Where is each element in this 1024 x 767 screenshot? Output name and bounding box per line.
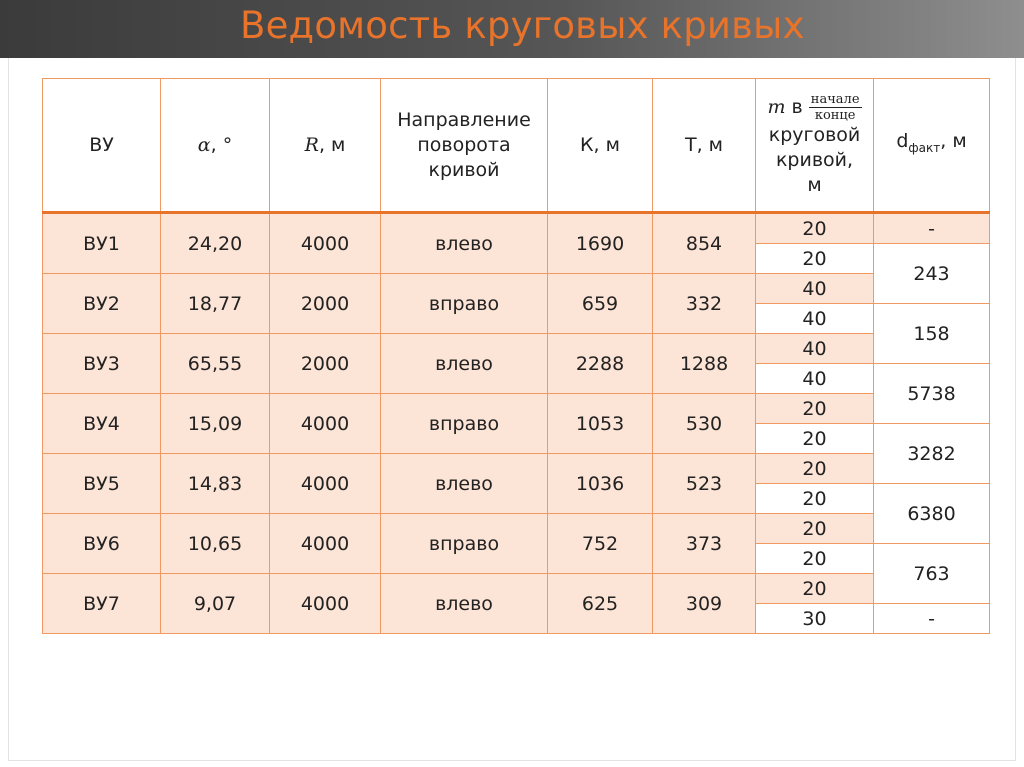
header-m: m в $\frac{\text{начале}}{\text{конце}}$ круговой кривой, м [756, 79, 874, 213]
table-row [43, 514, 990, 544]
header-alpha: α, ° [161, 79, 270, 213]
cell-m-start: 40 [756, 274, 874, 304]
cell-d-fact: 158 [874, 304, 990, 364]
m-fraction: $\frac{\text{начале}}{\text{конце}}$ [810, 92, 860, 123]
table-row [43, 394, 990, 424]
cell-m-end: 20 [756, 544, 874, 574]
cell-vu: ВУ5 [43, 454, 161, 514]
cell-direction: влево [381, 334, 548, 394]
cell-alpha: 10,65 [161, 514, 270, 574]
cell-vu: ВУ6 [43, 514, 161, 574]
cell-m-start: 20 [756, 574, 874, 604]
cell-alpha: 24,20 [161, 213, 270, 274]
cell-t: 309 [653, 574, 756, 634]
cell-m-end: 40 [756, 304, 874, 334]
header-d-fact: $d_{факт}$, м [874, 79, 990, 213]
cell-k: 752 [548, 514, 653, 574]
cell-d-fact: 5738 [874, 364, 990, 424]
cell-direction: влево [381, 213, 548, 274]
cell-m-start: 20 [756, 454, 874, 484]
cell-d-fact: - [874, 213, 990, 244]
cell-direction: вправо [381, 514, 548, 574]
cell-alpha: 9,07 [161, 574, 270, 634]
cell-radius: 4000 [270, 213, 381, 274]
cell-alpha: 15,09 [161, 394, 270, 454]
header-direction: Направление поворота кривой [381, 79, 548, 213]
cell-k: 1053 [548, 394, 653, 454]
cell-t: 373 [653, 514, 756, 574]
cell-k: 1036 [548, 454, 653, 514]
cell-m-start: 20 [756, 394, 874, 424]
cell-radius: 4000 [270, 394, 381, 454]
curves-table [42, 78, 990, 634]
cell-radius: 4000 [270, 454, 381, 514]
cell-radius: 2000 [270, 274, 381, 334]
table-row [43, 274, 990, 304]
cell-k: 2288 [548, 334, 653, 394]
cell-alpha: 18,77 [161, 274, 270, 334]
cell-m-end: 40 [756, 364, 874, 394]
cell-m-start: 20 [756, 213, 874, 244]
cell-t: 523 [653, 454, 756, 514]
table-row [43, 574, 990, 604]
cell-m-end: 20 [756, 424, 874, 454]
cell-vu: ВУ3 [43, 334, 161, 394]
cell-alpha: 65,55 [161, 334, 270, 394]
cell-k: 1690 [548, 213, 653, 274]
header-radius: R, м [270, 79, 381, 213]
cell-alpha: 14,83 [161, 454, 270, 514]
cell-vu: ВУ1 [43, 213, 161, 274]
cell-k: 659 [548, 274, 653, 334]
header-vu: ВУ [43, 79, 161, 213]
header-t: Т, м [653, 79, 756, 213]
cell-vu: ВУ7 [43, 574, 161, 634]
cell-k: 625 [548, 574, 653, 634]
table-row [43, 213, 990, 244]
cell-d-fact: - [874, 604, 990, 634]
cell-direction: вправо [381, 394, 548, 454]
cell-t: 854 [653, 213, 756, 274]
cell-t: 530 [653, 394, 756, 454]
cell-d-fact: 3282 [874, 424, 990, 484]
title-bar [0, 0, 1024, 58]
cell-radius: 4000 [270, 514, 381, 574]
cell-t: 332 [653, 274, 756, 334]
header-row [43, 79, 990, 213]
slide-title: Ведомость круговых кривых [240, 4, 805, 47]
cell-direction: влево [381, 574, 548, 634]
cell-d-fact: 6380 [874, 484, 990, 544]
cell-m-end: 20 [756, 244, 874, 274]
table-row [43, 454, 990, 484]
cell-d-fact: 763 [874, 544, 990, 604]
header-k: К, м [548, 79, 653, 213]
cell-radius: 2000 [270, 334, 381, 394]
cell-direction: влево [381, 454, 548, 514]
cell-m-start: 20 [756, 514, 874, 544]
cell-t: 1288 [653, 334, 756, 394]
table-row [43, 334, 990, 364]
cell-d-fact: 243 [874, 244, 990, 304]
cell-m-end: 20 [756, 484, 874, 514]
cell-m-end: 30 [756, 604, 874, 634]
cell-vu: ВУ2 [43, 274, 161, 334]
cell-radius: 4000 [270, 574, 381, 634]
cell-m-start: 40 [756, 334, 874, 364]
cell-vu: ВУ4 [43, 394, 161, 454]
cell-direction: вправо [381, 274, 548, 334]
